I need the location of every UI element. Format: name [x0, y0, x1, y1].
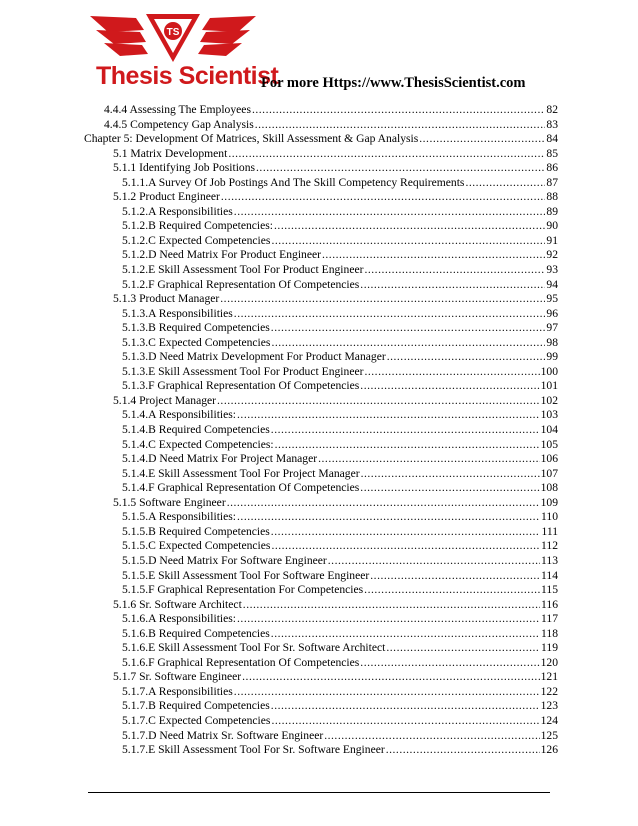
toc-entry[interactable]: [84, 685, 558, 700]
toc-entry-title: 5.1 Matrix Development: [113, 146, 228, 160]
toc-entry[interactable]: [84, 743, 558, 758]
toc-entry-title: 5.1.4.D Need Matrix For Project Manager: [122, 452, 318, 466]
toc-entry-title: 5.1.2.C Expected Competencies: [122, 233, 271, 247]
toc-entry[interactable]: [84, 321, 558, 336]
toc-leader-dots: [364, 583, 540, 598]
toc-leader-dots: [221, 190, 546, 205]
toc-entry-page: 97: [546, 321, 558, 335]
toc-entry[interactable]: [84, 481, 558, 496]
footer-divider: [88, 792, 550, 793]
toc-entry[interactable]: [84, 670, 558, 685]
toc-entry-title: 5.1.7.E Skill Assessment Tool For Sr. Software Engineer: [122, 743, 385, 757]
toc-entry[interactable]: [84, 147, 558, 162]
toc-entry[interactable]: [84, 438, 558, 453]
toc-leader-dots: [227, 496, 540, 511]
toc-entry-page: 96: [546, 306, 558, 320]
toc-leader-dots: [387, 350, 546, 365]
toc-entry[interactable]: [84, 190, 558, 205]
toc-entry-title: 5.1.2 Product Engineer: [113, 190, 220, 204]
toc-entry-title: 5.1.4 Project Manager: [113, 393, 217, 407]
toc-entry[interactable]: [84, 278, 558, 293]
toc-entry[interactable]: [84, 569, 558, 584]
toc-entry[interactable]: [84, 365, 558, 380]
toc-entry-title: 5.1.7.B Required Competencies: [122, 699, 270, 713]
toc-entry-page: 117: [541, 612, 558, 626]
toc-entry-page: 124: [540, 713, 558, 727]
toc-leader-dots: [364, 263, 545, 278]
toc-entry-title: 5.1.3 Product Manager: [113, 292, 220, 306]
page-header: [0, 0, 638, 100]
toc-leader-dots: [364, 365, 539, 380]
toc-entry-title: 5.1.3.C Expected Competencies: [122, 335, 271, 349]
toc-entry[interactable]: [84, 699, 558, 714]
toc-leader-dots: [360, 481, 539, 496]
toc-entry-page: 92: [546, 248, 558, 262]
toc-entry[interactable]: [84, 350, 558, 365]
brand-name: Thesis Scientist: [96, 62, 279, 90]
toc-leader-dots: [386, 743, 540, 758]
toc-entry-title: 5.1.2.F Graphical Representation Of Competencies: [122, 277, 360, 291]
toc-entry-title: 5.1.4.F Graphical Representation Of Competencies: [122, 481, 360, 495]
toc-entry[interactable]: [84, 714, 558, 729]
toc-entry-page: 115: [541, 583, 558, 597]
toc-entry-page: 93: [546, 263, 558, 277]
toc-entry[interactable]: [84, 103, 558, 118]
toc-entry-page: 91: [546, 233, 558, 247]
toc-entry-title: 5.1.2.B Required Competencies:: [122, 219, 274, 233]
toc-entry-title: 5.1.1 Identifying Job Positions: [113, 161, 256, 175]
toc-leader-dots: [234, 307, 546, 322]
toc-leader-dots: [271, 336, 545, 351]
toc-entry[interactable]: [84, 525, 558, 540]
toc-entry-page: 98: [546, 335, 558, 349]
toc-entry-page: 113: [541, 553, 558, 567]
toc-leader-dots: [237, 612, 540, 627]
toc-leader-dots: [271, 699, 540, 714]
toc-leader-dots: [370, 569, 540, 584]
toc-leader-dots: [228, 147, 545, 162]
toc-leader-dots: [318, 452, 539, 467]
toc-entry-page: 83: [546, 117, 558, 131]
toc-entry-page: 120: [540, 655, 558, 669]
toc-leader-dots: [271, 234, 545, 249]
toc-entry-title: 5.1.5.B Required Competencies: [122, 524, 270, 538]
toc-leader-dots: [237, 510, 540, 525]
toc-entry-title: 5.1.6.F Graphical Representation Of Competencies: [122, 655, 360, 669]
toc-entry-page: 94: [546, 277, 558, 291]
toc-entry[interactable]: [84, 219, 558, 234]
toc-entry[interactable]: [84, 612, 558, 627]
toc-entry[interactable]: [84, 627, 558, 642]
toc-entry-page: 108: [540, 481, 558, 495]
toc-entry-title: 5.1.3.A Responsibilities: [122, 306, 233, 320]
toc-entry-page: 109: [540, 495, 558, 509]
toc-entry[interactable]: [84, 263, 558, 278]
toc-entry-page: 85: [546, 146, 558, 160]
toc-leader-dots: [234, 205, 546, 220]
toc-leader-dots: [243, 598, 540, 613]
toc-entry-page: 88: [546, 190, 558, 204]
toc-entry[interactable]: [84, 336, 558, 351]
toc-leader-dots: [220, 292, 545, 307]
toc-entry[interactable]: [84, 205, 558, 220]
toc-entry-page: 118: [541, 626, 558, 640]
toc-entry-title: 5.1.2.D Need Matrix For Product Engineer: [122, 248, 321, 262]
toc-leader-dots: [360, 379, 539, 394]
toc-entry-title: 5.1.7.D Need Matrix Sr. Software Engineer: [122, 728, 324, 742]
logo-monogram: TS: [166, 27, 180, 38]
toc-leader-dots: [271, 539, 540, 554]
toc-leader-dots: [386, 641, 540, 656]
toc-entry[interactable]: [84, 176, 558, 191]
toc-entry-page: 87: [546, 175, 558, 189]
toc-leader-dots: [324, 729, 539, 744]
toc-entry-page: 100: [540, 364, 558, 378]
toc-entry-page: 102: [540, 393, 558, 407]
toc-entry-title: 5.1.5.C Expected Competencies: [122, 539, 271, 553]
toc-entry-page: 101: [540, 379, 558, 393]
toc-entry-title: 5.1.5.D Need Matrix For Software Engineer: [122, 553, 327, 567]
toc-entry[interactable]: [84, 539, 558, 554]
toc-entry[interactable]: [84, 118, 558, 133]
toc-entry-page: 116: [541, 597, 558, 611]
toc-leader-dots: [328, 554, 540, 569]
toc-leader-dots: [255, 118, 546, 133]
toc-entry-title: 5.1.6.E Skill Assessment Tool For Sr. Software Architect: [122, 641, 386, 655]
toc-entry-title: 5.1.6.A Responsibilities:: [122, 612, 237, 626]
toc-leader-dots: [271, 714, 539, 729]
toc-entry-title: 5.1.5 Software Engineer: [113, 495, 226, 509]
toc-entry-page: 121: [540, 670, 558, 684]
toc-entry-page: 126: [540, 743, 558, 757]
toc-entry-title: 4.4.5 Competency Gap Analysis: [104, 117, 254, 131]
toc-entry-title: 5.1.7.C Expected Competencies: [122, 713, 271, 727]
toc-entry-page: 104: [540, 423, 558, 437]
toc-entry[interactable]: [84, 452, 558, 467]
toc-entry-title: 5.1.7 Sr. Software Engineer: [113, 670, 242, 684]
toc-entry-page: 107: [540, 466, 558, 480]
toc-leader-dots: [234, 685, 540, 700]
toc-leader-dots: [322, 248, 545, 263]
toc-entry-title: 5.1.3.E Skill Assessment Tool For Product Engineer: [122, 364, 364, 378]
toc-leader-dots: [237, 408, 540, 423]
toc-leader-dots: [361, 467, 540, 482]
toc-entry-page: 111: [541, 524, 558, 538]
toc-entry-title: 5.1.4.A Responsibilities:: [122, 408, 237, 422]
toc-leader-dots: [271, 423, 540, 438]
toc-entry[interactable]: [84, 554, 558, 569]
toc-entry-title: Chapter 5: Development Of Matrices, Skill Assessment & Gap Analysis: [84, 132, 419, 146]
toc-leader-dots: [256, 161, 545, 176]
toc-entry[interactable]: [84, 510, 558, 525]
toc-entry[interactable]: [84, 467, 558, 482]
toc-entry-title: 5.1.5.A Responsibilities:: [122, 510, 237, 524]
toc-entry[interactable]: [84, 161, 558, 176]
toc-entry[interactable]: [84, 394, 558, 409]
toc-entry-page: 103: [540, 408, 558, 422]
toc-entry[interactable]: [84, 408, 558, 423]
header-tagline: For more Https://www.ThesisScientist.com: [261, 75, 526, 91]
toc-entry-page: 90: [546, 219, 558, 233]
toc-entry[interactable]: [84, 248, 558, 263]
toc-entry-page: 106: [540, 452, 558, 466]
toc-entry-title: 5.1.2.E Skill Assessment Tool For Product Engineer: [122, 263, 364, 277]
toc-entry-page: 112: [541, 539, 558, 553]
toc-leader-dots: [360, 656, 539, 671]
toc-entry-title: 5.1.1.A Survey Of Job Postings And The Skill Competency Requirements: [122, 175, 465, 189]
toc-leader-dots: [465, 176, 545, 191]
toc-leader-dots: [419, 132, 545, 147]
toc-entry[interactable]: [84, 496, 558, 511]
toc-entry-page: 125: [540, 728, 558, 742]
toc-leader-dots: [252, 103, 545, 118]
toc-entry-title: 5.1.6 Sr. Software Architect: [113, 597, 242, 611]
toc-entry-title: 5.1.4.B Required Competencies: [122, 423, 270, 437]
toc-leader-dots: [275, 438, 540, 453]
toc-entry[interactable]: [84, 641, 558, 656]
toc-entry-page: 99: [546, 350, 558, 364]
toc-entry[interactable]: [84, 234, 558, 249]
toc-entry[interactable]: [84, 583, 558, 598]
toc-leader-dots: [274, 219, 545, 234]
toc-entry-title: 5.1.2.A Responsibilities: [122, 204, 233, 218]
toc-entry[interactable]: [84, 307, 558, 322]
table-of-contents: [84, 103, 558, 758]
toc-leader-dots: [271, 627, 540, 642]
toc-entry[interactable]: [84, 132, 558, 147]
toc-entry[interactable]: [84, 379, 558, 394]
toc-entry[interactable]: [84, 292, 558, 307]
toc-entry-page: 82: [546, 103, 558, 116]
toc-entry-title: 5.1.7.A Responsibilities: [122, 684, 233, 698]
toc-entry[interactable]: [84, 423, 558, 438]
toc-entry-page: 110: [541, 510, 558, 524]
toc-entry-page: 86: [546, 161, 558, 175]
toc-leader-dots: [217, 394, 540, 409]
toc-entry-page: 114: [541, 568, 558, 582]
toc-entry[interactable]: [84, 729, 558, 744]
toc-entry-page: 119: [541, 641, 558, 655]
toc-entry-title: 5.1.3.D Need Matrix Development For Product Manager: [122, 350, 386, 364]
toc-entry-title: 5.1.4.C Expected Competencies:: [122, 437, 274, 451]
toc-entry[interactable]: [84, 598, 558, 613]
toc-leader-dots: [360, 278, 545, 293]
toc-entry[interactable]: [84, 656, 558, 671]
toc-entry-title: 5.1.5.F Graphical Representation For Competencies: [122, 583, 364, 597]
toc-entry-page: 122: [540, 684, 558, 698]
toc-leader-dots: [271, 321, 546, 336]
toc-entry-title: 4.4.4 Assessing The Employees: [104, 103, 251, 116]
toc-entry-title: 5.1.4.E Skill Assessment Tool For Project Manager: [122, 466, 360, 480]
toc-entry-page: 123: [540, 699, 558, 713]
toc-entry-page: 89: [546, 204, 558, 218]
toc-entry-page: 95: [546, 292, 558, 306]
toc-entry-page: 84: [546, 132, 558, 146]
toc-entry-title: 5.1.6.B Required Competencies: [122, 626, 270, 640]
toc-entry-title: 5.1.3.F Graphical Representation Of Competencies: [122, 379, 360, 393]
toc-entry-title: 5.1.3.B Required Competencies: [122, 321, 270, 335]
toc-leader-dots: [242, 670, 539, 685]
toc-entry-page: 105: [540, 437, 558, 451]
toc-leader-dots: [271, 525, 541, 540]
toc-entry-title: 5.1.5.E Skill Assessment Tool For Software Engineer: [122, 568, 370, 582]
